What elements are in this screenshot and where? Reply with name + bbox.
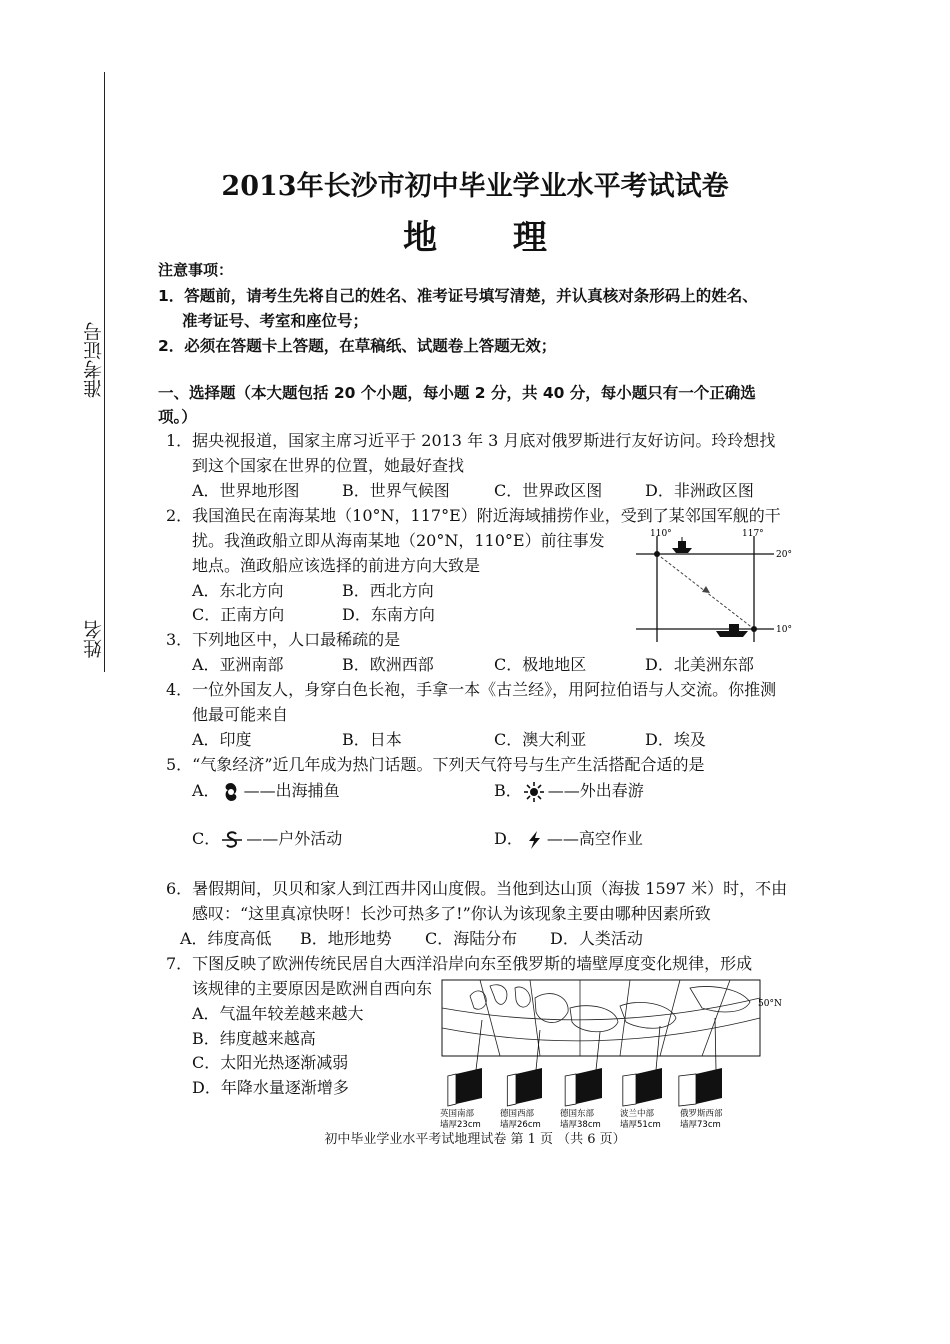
q3-option-a[interactable]: A．亚洲南部 bbox=[192, 655, 284, 674]
lightning-icon bbox=[523, 829, 545, 851]
wall-thickness-label: 墙厚38cm bbox=[560, 1120, 601, 1130]
q5-option-a-prefix: A． bbox=[192, 781, 220, 800]
section-1-heading-line-2: 项。） bbox=[158, 408, 197, 426]
lon-117-label: 117° bbox=[742, 529, 764, 539]
wall-thickness-label: 墙厚73cm bbox=[680, 1120, 721, 1130]
q6-stem-1: 6．暑假期间，贝贝和家人到江西井冈山度假。当他到达山顶（海拔 1597 米）时，不由 bbox=[166, 879, 788, 898]
q7-option-b[interactable]: B．纬度越来越高 bbox=[192, 1029, 316, 1048]
q5-option-c[interactable] bbox=[192, 826, 342, 851]
q5-stem: 5．“气象经济”近几年成为热门话题。下列天气符号与生产生活搭配合适的是 bbox=[166, 755, 705, 774]
q5-option-a[interactable] bbox=[192, 778, 340, 803]
wall-region-label: 德国东部 bbox=[560, 1109, 595, 1119]
q7-wall-figure bbox=[440, 978, 785, 1130]
q1-stem-2: 到这个国家在世界的位置，她最好查找 bbox=[192, 456, 465, 475]
exam-id-label: 准考证号 bbox=[83, 322, 105, 398]
exam-id-blank[interactable] bbox=[88, 300, 89, 301]
q5-option-d-text: ——高空作业 bbox=[546, 829, 643, 848]
wall-face bbox=[576, 1068, 602, 1104]
q5-option-a-text: ——出海捕鱼 bbox=[243, 781, 340, 800]
q6-option-c[interactable]: C．海陆分布 bbox=[425, 929, 518, 948]
ship-icon-start bbox=[672, 537, 692, 553]
q2-stem-3: 地点。渔政船应该选择的前进方向大致是 bbox=[192, 556, 481, 575]
notice-1-line-2: 准考证号、考室和座位号； bbox=[182, 312, 369, 330]
wall-thickness-side bbox=[507, 1074, 516, 1106]
q2-route-figure bbox=[636, 526, 796, 644]
sandstorm-sun-icon bbox=[522, 781, 546, 803]
notice-heading: 注意事项： bbox=[158, 261, 234, 279]
q2-option-b[interactable]: B．西北方向 bbox=[342, 581, 434, 600]
notice-2: 2．必须在答题卡上答题，在草稿纸、试题卷上答题无效； bbox=[158, 337, 557, 355]
q5-option-b-prefix: B． bbox=[494, 781, 522, 800]
wall-thickness-side bbox=[679, 1074, 696, 1106]
wall-thickness-label: 墙厚23cm bbox=[440, 1120, 481, 1130]
q3-stem: 3．下列地区中，人口最稀疏的是 bbox=[166, 630, 401, 649]
page-title: 2013年长沙市初中毕业学业水平考试试卷 bbox=[221, 171, 729, 202]
q5-option-b-text: ——外出春游 bbox=[547, 781, 644, 800]
q7-stem-2: 该规律的主要原因是欧洲自西向东 bbox=[192, 979, 433, 998]
wall-thickness-side bbox=[565, 1074, 576, 1106]
q2-stem-1: 2．我国渔民在南海某地（10°N，117°E）附近海域捕捞作业，受到了某邻国军舰的干 bbox=[166, 506, 781, 525]
ship-icon-end bbox=[716, 624, 748, 637]
q4-stem-1: 4．一位外国友人，身穿白色长袍，手拿一本《古兰经》，用阿拉伯语与人交流。你推测 bbox=[166, 680, 777, 699]
q6-option-d[interactable]: D．人类活动 bbox=[550, 929, 643, 948]
q1-option-b[interactable]: B．世界气候图 bbox=[342, 481, 450, 500]
q5-option-c-text: ——户外活动 bbox=[246, 829, 343, 848]
notice-1-line-1: 1．答题前，请考生先将自己的姓名、准考证号填写清楚，并认真核对条形码上的姓名、 bbox=[158, 287, 758, 305]
q6-option-a[interactable]: A．纬度高低 bbox=[180, 929, 272, 948]
end-point bbox=[751, 626, 757, 632]
q4-option-c[interactable]: C．澳大利亚 bbox=[494, 730, 587, 749]
wall-face bbox=[456, 1068, 482, 1104]
wall-thickness-side bbox=[448, 1074, 456, 1106]
section-1-heading: 一、选择题（本大题包括 20 个小题，每小题 2 分，共 40 分，每小题只有一个正确选 bbox=[158, 384, 756, 402]
q4-option-b[interactable]: B．日本 bbox=[342, 730, 402, 749]
q7-option-d[interactable]: D．年降水量逐渐增多 bbox=[192, 1078, 349, 1097]
q5-option-d[interactable] bbox=[494, 826, 643, 851]
q3-option-c[interactable]: C．极地地区 bbox=[494, 655, 587, 674]
q4-option-d[interactable]: D．埃及 bbox=[645, 730, 706, 749]
wall-thickness-label: 墙厚26cm bbox=[500, 1120, 541, 1130]
q4-stem-2: 他最可能来自 bbox=[192, 705, 289, 724]
q1-option-c[interactable]: C．世界政区图 bbox=[494, 481, 603, 500]
q1-option-d[interactable]: D．非洲政区图 bbox=[645, 481, 754, 500]
start-point bbox=[654, 551, 660, 557]
q2-stem-2: 扰。我渔政船立即从海南某地（20°N，110°E）前往事发 bbox=[192, 531, 605, 550]
q7-option-c[interactable]: C．太阳光热逐渐减弱 bbox=[192, 1053, 349, 1072]
q1-option-a[interactable]: A．世界地形图 bbox=[192, 481, 300, 500]
q7-stem-1: 7．下图反映了欧洲传统民居自大西洋沿岸向东至俄罗斯的墙壁厚度变化规律，形成 bbox=[166, 954, 753, 973]
route-arrow bbox=[702, 586, 710, 593]
q2-option-a[interactable]: A．东北方向 bbox=[192, 581, 284, 600]
sandstorm-s-icon bbox=[220, 829, 244, 851]
q3-option-d[interactable]: D．北美洲东部 bbox=[645, 655, 754, 674]
q6-option-b[interactable]: B．地形地势 bbox=[300, 929, 392, 948]
lat-50n-label: 50°N bbox=[758, 999, 782, 1009]
page-footer: 初中毕业学业水平考试地理试卷 第 1 页 （共 6 页） bbox=[324, 1132, 626, 1147]
subject-title: 地 理 bbox=[403, 218, 579, 258]
q2-option-c[interactable]: C．正南方向 bbox=[192, 605, 285, 624]
lat-10-label: 10° bbox=[776, 625, 792, 635]
wall-region-label: 英国南部 bbox=[440, 1109, 475, 1119]
q5-option-c-prefix: C． bbox=[192, 829, 221, 848]
wall-thickness-side bbox=[623, 1074, 636, 1106]
typhoon-icon bbox=[220, 781, 242, 803]
q4-option-a[interactable]: A．印度 bbox=[192, 730, 252, 749]
wall-region-label: 德国西部 bbox=[500, 1109, 535, 1119]
name-label: 姓名 bbox=[83, 620, 105, 658]
q3-option-b[interactable]: B．欧洲西部 bbox=[342, 655, 434, 674]
wall-face bbox=[636, 1068, 662, 1104]
q5-option-b[interactable] bbox=[494, 778, 644, 803]
q6-stem-2: 感叹：“这里真凉快呀！长沙可热多了!”你认为该现象主要由哪种因素所致 bbox=[192, 904, 711, 923]
q7-option-a[interactable]: A．气温年较差越来越大 bbox=[192, 1004, 364, 1023]
lon-110-label: 110° bbox=[650, 529, 672, 539]
wall-face bbox=[696, 1068, 722, 1104]
q2-option-d[interactable]: D．东南方向 bbox=[342, 605, 435, 624]
wall-face bbox=[516, 1068, 542, 1104]
wall-region-label: 俄罗斯西部 bbox=[680, 1109, 723, 1119]
q5-option-d-prefix: D． bbox=[494, 829, 523, 848]
wall-thickness-label: 墙厚51cm bbox=[620, 1120, 661, 1130]
lat-20-label: 20° bbox=[776, 550, 792, 560]
wall-region-label: 波兰中部 bbox=[620, 1109, 655, 1119]
q1-stem-1: 1．据央视报道，国家主席习近平于 2013 年 3 月底对俄罗斯进行友好访问。玲玲想找 bbox=[166, 431, 776, 450]
